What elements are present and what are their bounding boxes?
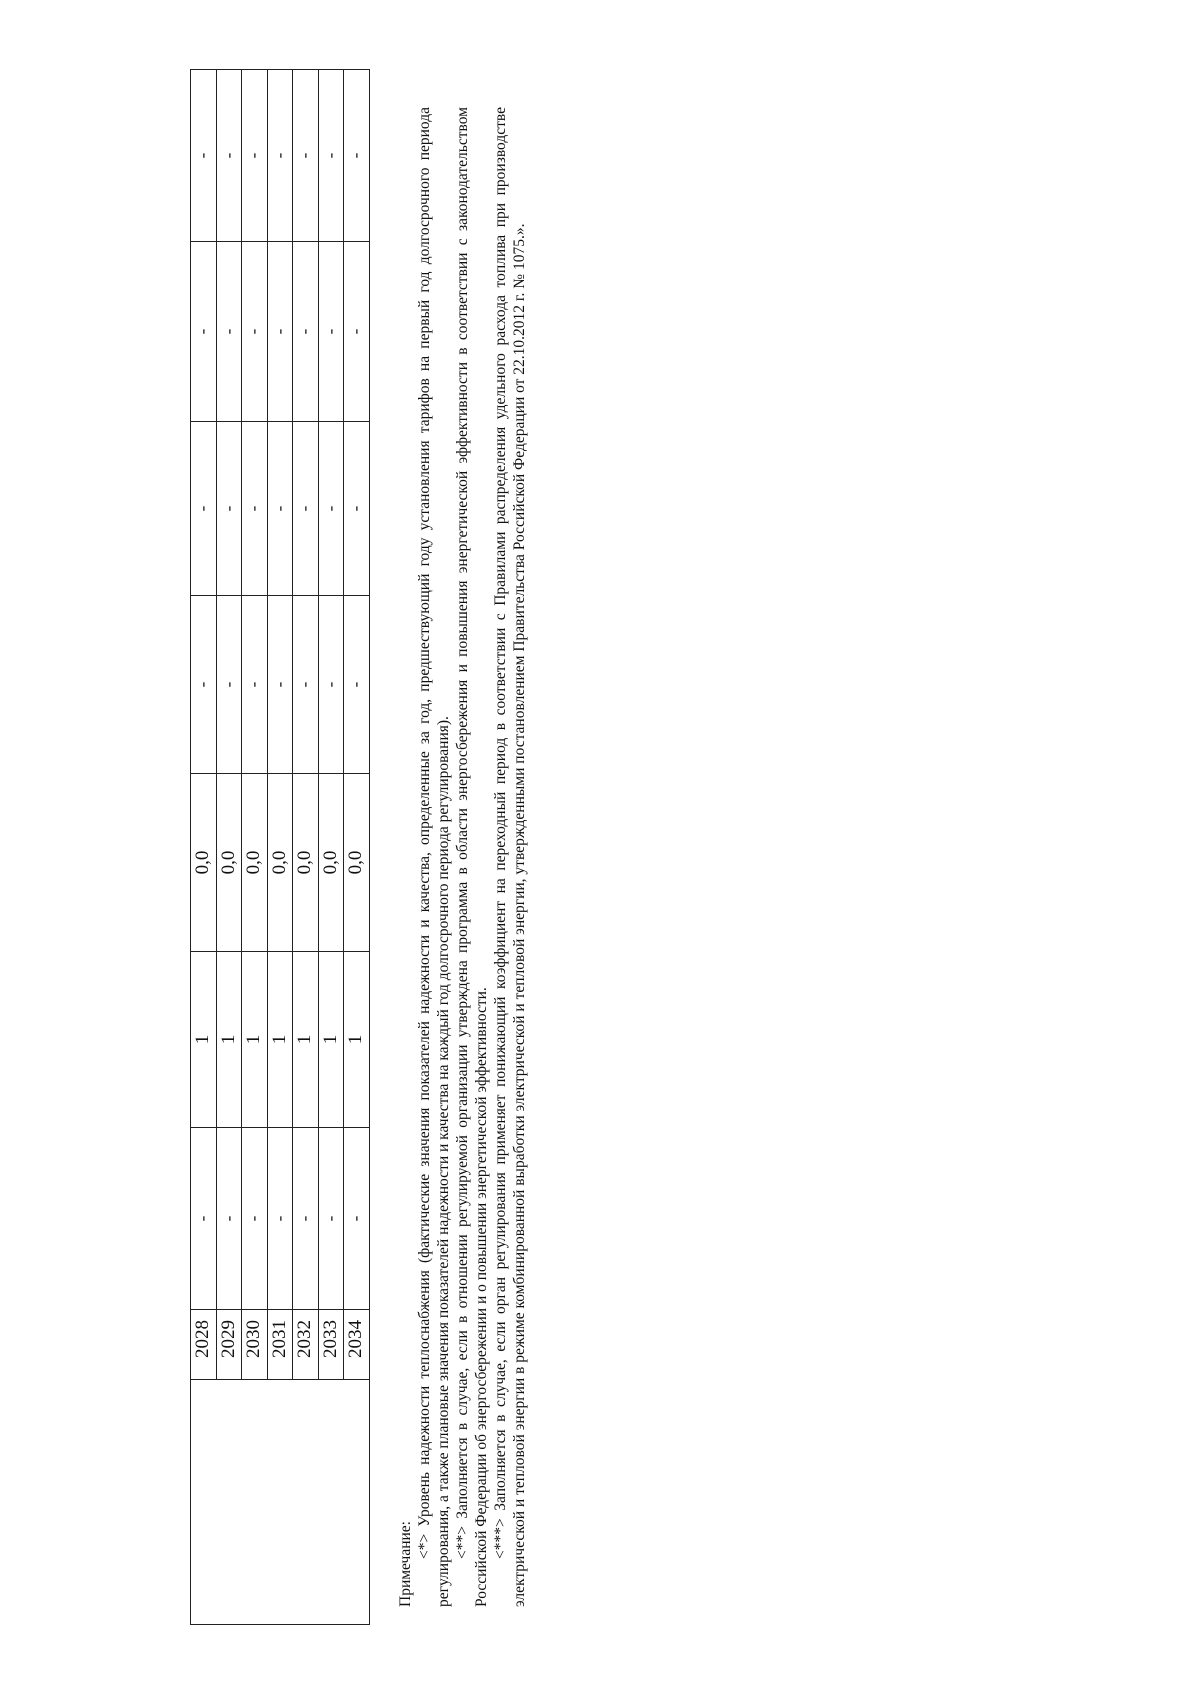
value-cell: - [242, 242, 268, 422]
year-cell: 2029 [216, 1310, 242, 1380]
value-cell: - [293, 70, 319, 242]
notes-section [396, 107, 529, 1607]
indicators-table [190, 69, 370, 1625]
value-cell: - [191, 422, 217, 596]
value-cell: - [344, 596, 370, 774]
indicator-name-cell [191, 1380, 370, 1625]
year-cell: 2030 [242, 1310, 268, 1380]
table-body [191, 70, 370, 1625]
value-cell: - [293, 1128, 319, 1310]
value-cell: 0,0 [344, 774, 370, 952]
value-cell: - [242, 422, 268, 596]
value-cell: 0,0 [242, 774, 268, 952]
note-reliability: <*> Уровень надежности теплоснабжения (фактические значения показателей надежности и качества, определенные за год, предшествующий году установления тарифов на первый год долгосрочного периода регулирования, а также плановые значения показателей надежности и качества на каждый год долгосрочного периода регулирования). [416, 107, 452, 1607]
value-cell: 1 [267, 952, 293, 1128]
value-cell: - [216, 596, 242, 774]
value-cell: - [191, 242, 217, 422]
value-cell: - [344, 1128, 370, 1310]
value-cell: 1 [344, 952, 370, 1128]
year-cell: 2034 [344, 1310, 370, 1380]
year-cell: 2028 [191, 1310, 217, 1380]
value-cell: - [267, 596, 293, 774]
value-cell: - [318, 70, 344, 242]
value-cell: - [293, 422, 319, 596]
value-cell: - [344, 242, 370, 422]
value-cell: - [344, 422, 370, 596]
value-cell: - [267, 422, 293, 596]
value-cell: - [191, 1128, 217, 1310]
value-cell: 0,0 [216, 774, 242, 952]
value-cell: - [267, 242, 293, 422]
value-cell: - [293, 596, 319, 774]
value-cell: - [242, 596, 268, 774]
value-cell: - [267, 1128, 293, 1310]
value-cell: - [267, 70, 293, 242]
value-cell: - [318, 1128, 344, 1310]
value-cell: - [242, 1128, 268, 1310]
value-cell: 0,0 [267, 774, 293, 952]
value-cell: 1 [191, 952, 217, 1128]
value-cell: - [216, 422, 242, 596]
value-cell: 0,0 [318, 774, 344, 952]
year-cell: 2033 [318, 1310, 344, 1380]
value-cell: - [344, 70, 370, 242]
value-cell: 1 [293, 952, 319, 1128]
value-cell: - [242, 70, 268, 242]
value-cell: 1 [318, 952, 344, 1128]
rotated-page [190, 25, 610, 1625]
value-cell: - [318, 596, 344, 774]
value-cell: 1 [216, 952, 242, 1128]
value-cell: 0,0 [191, 774, 217, 952]
value-cell: - [216, 1128, 242, 1310]
table-row [191, 70, 217, 1625]
note-reduction-coefficient: <***> Заполняется в случае, если орган регулирования применяет понижающий коэффициент на переходный период в соответствии с Правилами распределения удельного расхода топлива при производстве электрической и тепловой энергии в режиме комбинированной выработки электрической и тепловой энергии, утвержденными постановлением Правительства Российской Федерации от 22.10.2012 г. № 1075.». [492, 107, 528, 1607]
value-cell: 0,0 [293, 774, 319, 952]
value-cell: - [216, 70, 242, 242]
value-cell: - [318, 242, 344, 422]
value-cell: - [191, 70, 217, 242]
year-cell: 2031 [267, 1310, 293, 1380]
value-cell: - [318, 422, 344, 596]
value-cell: - [216, 242, 242, 422]
value-cell: 1 [242, 952, 268, 1128]
value-cell: - [191, 596, 217, 774]
year-cell: 2032 [293, 1310, 319, 1380]
value-cell: - [293, 242, 319, 422]
note-energy-saving: <**> Заполняется в случае, если в отношении регулируемой организации утверждена программа в области энергосбережения и повышения энергетической эффективности в соответствии с законодательством Российской Федерации об энергосбережении и о повышении энергетической эффективности. [454, 107, 490, 1607]
notes-heading: Примечание: [397, 1521, 414, 1607]
